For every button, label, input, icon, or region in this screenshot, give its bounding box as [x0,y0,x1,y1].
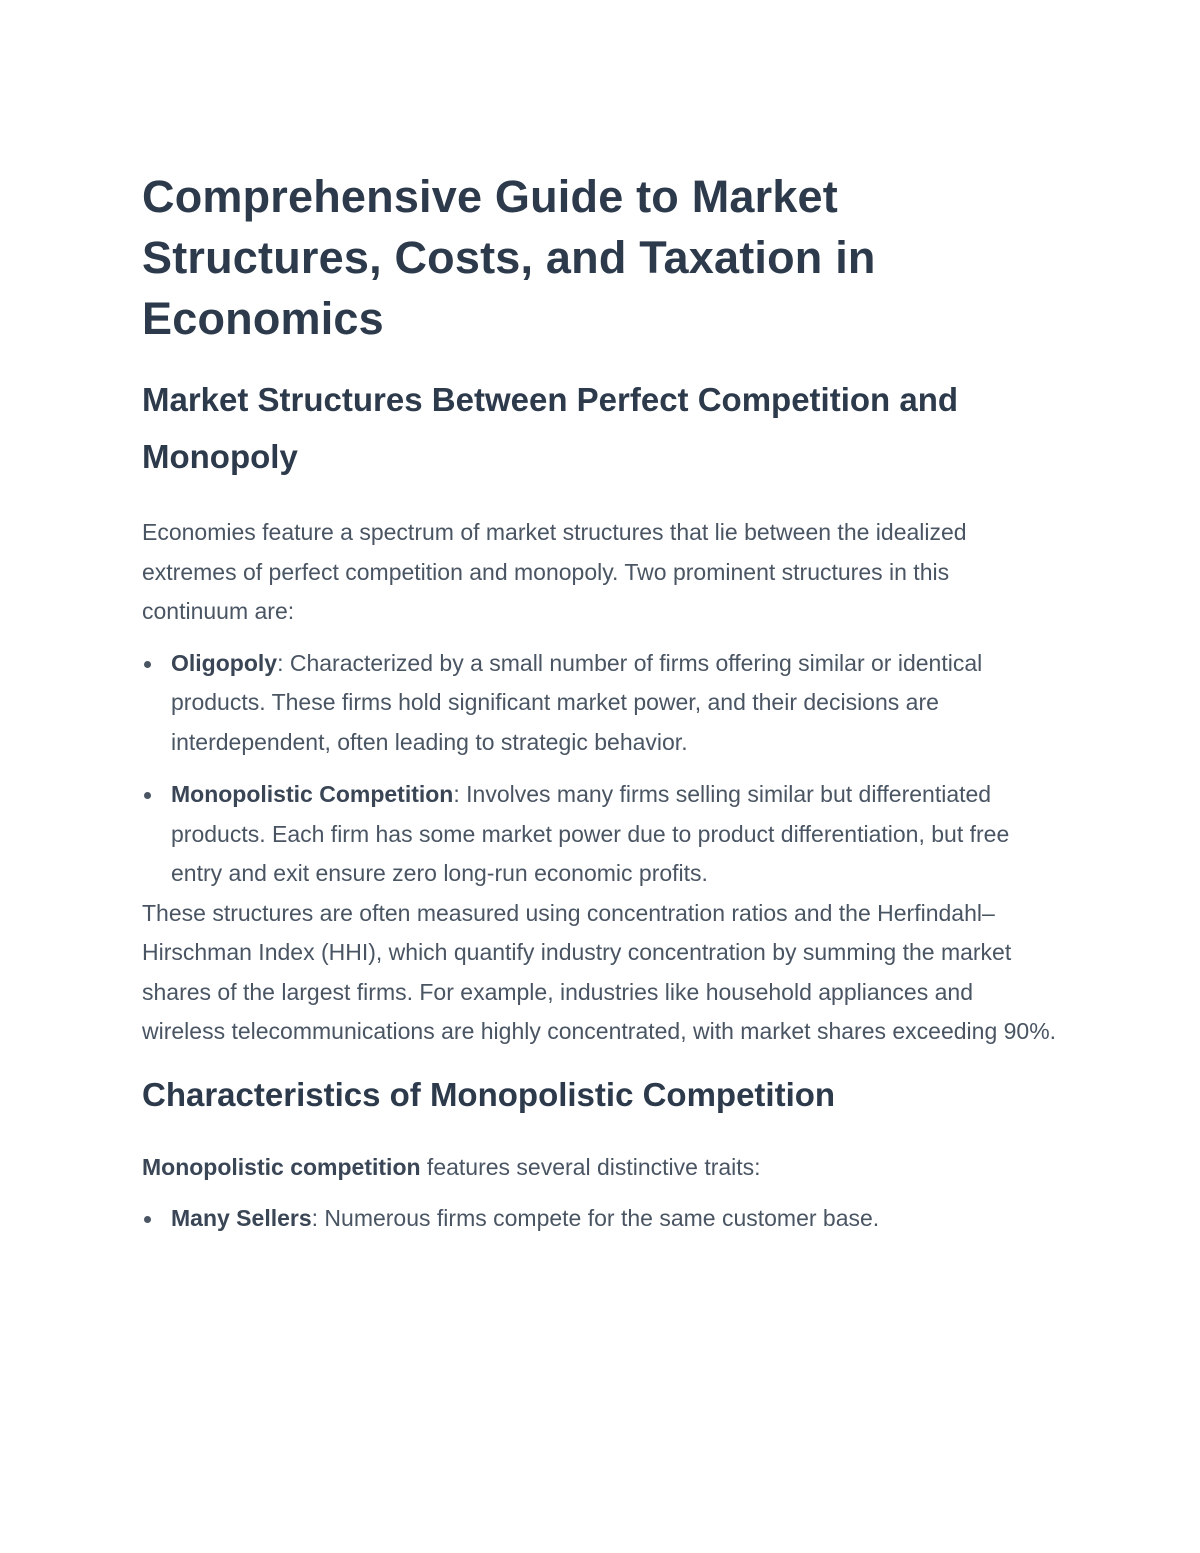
document-page [142,166,1057,1252]
intro-text: features several distinctive traits: [420,1153,761,1180]
characteristics-list [142,1199,1057,1239]
document-title: Comprehensive Guide to Market Structures, Costs, and Taxation in Economics [142,171,876,344]
section-intro-paragraph: Economies feature a spectrum of market structures that lie between the idealized extremes of perfect competition and monopoly. Two prominent structures in this continuum are: [142,519,967,624]
list-item [142,644,1057,763]
section-intro-paragraph [142,1148,1057,1188]
list-item [142,775,1057,894]
list-item-text: : Numerous firms compete for the same customer base. [311,1205,880,1231]
intro-term: Monopolistic competition [142,1153,421,1180]
section-heading-monopolistic-competition: Characteristics of Monopolistic Competition [142,1075,836,1113]
list-item-term: Many Sellers [171,1205,312,1231]
bullet-icon [144,792,151,799]
list-item [142,1199,1057,1239]
bullet-icon [144,1216,151,1223]
list-item-term: Oligopoly [171,649,278,676]
bullet-icon [144,661,151,668]
list-item-text: : Characterized by a small number of firms offering similar or identical products. These firms hold significant market power, and their decisions are interdependent, often leading to strategic behavior. [171,649,983,755]
list-item-term: Monopolistic Competition [171,781,454,807]
list-item-text: : Involves many firms selling similar but differentiated products. Each firm has some market power due to product differentiation, but free entry and exit ensure zero long-run economic profits. [171,781,1010,886]
market-structures-list [142,644,1057,894]
closing-paragraph: These structures are often measured using concentration ratios and the Herfindahl–Hirschman Index (HHI), which quantify industry concentration by summing the market shares of the largest firms. For example, industries like household appliances and wireless telecommunications are highly concentrated, with market shares exceeding 90%. [142,899,1057,1044]
section-heading-market-structures: Market Structures Between Perfect Competition and Monopoly [142,381,959,475]
